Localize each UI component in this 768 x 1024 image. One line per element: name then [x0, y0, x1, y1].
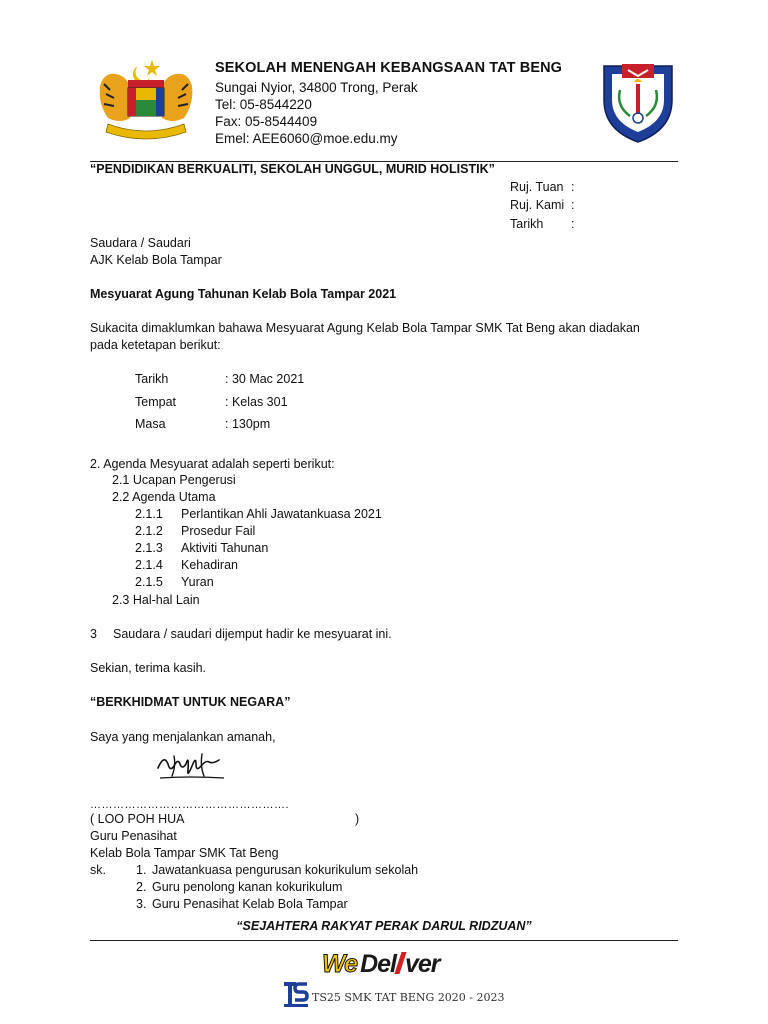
we-deliver-del: Del: [360, 950, 396, 978]
footer-text: TS25 SMK TAT BENG 2020 - 2023: [312, 991, 505, 1004]
detail-venue-value: : Kelas 301: [225, 395, 288, 409]
closing-slogan: “SEJAHTERA RAKYAT PERAK DARUL RIDZUAN”: [236, 919, 532, 933]
school-address: Sungai Nyior, 34800 Trong, Perak: [215, 80, 418, 95]
ref-our-colon: :: [571, 198, 575, 212]
agenda-subitem-number: 2.1.4: [135, 558, 163, 572]
detail-time-label: Masa: [135, 417, 166, 431]
school-crest-logo: [598, 60, 678, 144]
coat-of-arms-logo: [94, 58, 198, 140]
cc-item-text: Guru penolong kanan kokurikulum: [152, 880, 343, 894]
school-email: Emel: AEE6060@moe.edu.my: [215, 131, 398, 146]
signer-organization: Kelab Bola Tampar SMK Tat Beng: [90, 846, 279, 860]
ref-date-label: Tarikh: [510, 217, 544, 231]
detail-venue-label: Tempat: [135, 395, 176, 409]
ts25-logo: [283, 980, 309, 1008]
intro-line-1: Sukacita dimaklumkan bahawa Mesyuarat Agung Kelab Bola Tampar SMK Tat Beng akan diadakan: [90, 321, 640, 335]
cc-item-text: Jawatankuasa pengurusan kokurikulum sekolah: [152, 863, 419, 877]
recipient-salutation: Saudara / Saudari: [90, 236, 191, 250]
signer-name-close: ): [355, 812, 360, 826]
ref-your-colon: :: [571, 180, 575, 194]
we-deliver-we: We: [322, 950, 358, 978]
school-telephone: Tel: 05-8544220: [215, 97, 312, 112]
detail-date-value: : 30 Mac 2021: [225, 372, 305, 386]
signature-line: …………………………………………….: [90, 799, 290, 811]
agenda-subitem-text: Perlantikan Ahli Jawatankuasa 2021: [181, 507, 382, 521]
letter-subject: Mesyuarat Agung Tahunan Kelab Bola Tampar 2021: [90, 287, 397, 301]
agenda-subitem-number: 2.1.3: [135, 541, 163, 555]
agenda-subitem-text: Prosedur Fail: [181, 524, 256, 538]
agenda-subitem-number: 2.1.1: [135, 507, 163, 521]
signer-title: Guru Penasihat: [90, 829, 177, 843]
handwritten-signature: [154, 748, 226, 784]
cc-item-number: 1.: [136, 863, 147, 877]
agenda-item-1: 2.1 Ucapan Pengerusi: [112, 473, 236, 487]
we-deliver-ver: ver: [404, 950, 440, 978]
closing-thanks: Sekian, terima kasih.: [90, 661, 207, 675]
agenda-heading: 2. Agenda Mesyuarat adalah seperti berikut:: [90, 457, 335, 471]
detail-time-value: : 130pm: [225, 417, 271, 431]
invite-number: 3: [90, 627, 97, 641]
detail-date-label: Tarikh: [135, 372, 169, 386]
school-motto: “PENDIDIKAN BERKUALITI, SEKOLAH UNGGUL, MURID HOLISTIK”: [90, 162, 495, 176]
agenda-subitem-text: Yuran: [181, 575, 214, 589]
cc-label: sk.: [90, 863, 106, 877]
school-fax: Fax: 05-8544409: [215, 114, 318, 129]
we-deliver-logo: [322, 950, 446, 980]
cc-item-number: 3.: [136, 897, 147, 911]
agenda-item-2: 2.2 Agenda Utama: [112, 490, 216, 504]
cc-item-text: Guru Penasihat Kelab Bola Tampar: [152, 897, 348, 911]
agenda-subitem-number: 2.1.5: [135, 575, 163, 589]
agenda-subitem-number: 2.1.2: [135, 524, 163, 538]
agenda-subitem-text: Kehadiran: [181, 558, 238, 572]
signer-name: ( LOO POH HUA: [90, 812, 185, 826]
intro-line-2: pada ketetapan berikut:: [90, 338, 221, 352]
recipient-committee: AJK Kelab Bola Tampar: [90, 253, 222, 267]
slogan: “BERKHIDMAT UNTUK NEGARA”: [90, 695, 291, 709]
ref-your-label: Ruj. Tuan: [510, 180, 564, 194]
cc-item-number: 2.: [136, 880, 147, 894]
footer-divider: [90, 940, 678, 941]
ref-our-label: Ruj. Kami: [510, 198, 565, 212]
agenda-item-3: 2.3 Hal-hal Lain: [112, 593, 200, 607]
trust-line: Saya yang menjalankan amanah,: [90, 730, 276, 744]
ref-date-colon: :: [571, 217, 575, 231]
invite-text: Saudara / saudari dijemput hadir ke mesyuarat ini.: [113, 627, 392, 641]
school-name: SEKOLAH MENENGAH KEBANGSAAN TAT BENG: [215, 60, 563, 76]
agenda-subitem-text: Aktiviti Tahunan: [181, 541, 269, 555]
